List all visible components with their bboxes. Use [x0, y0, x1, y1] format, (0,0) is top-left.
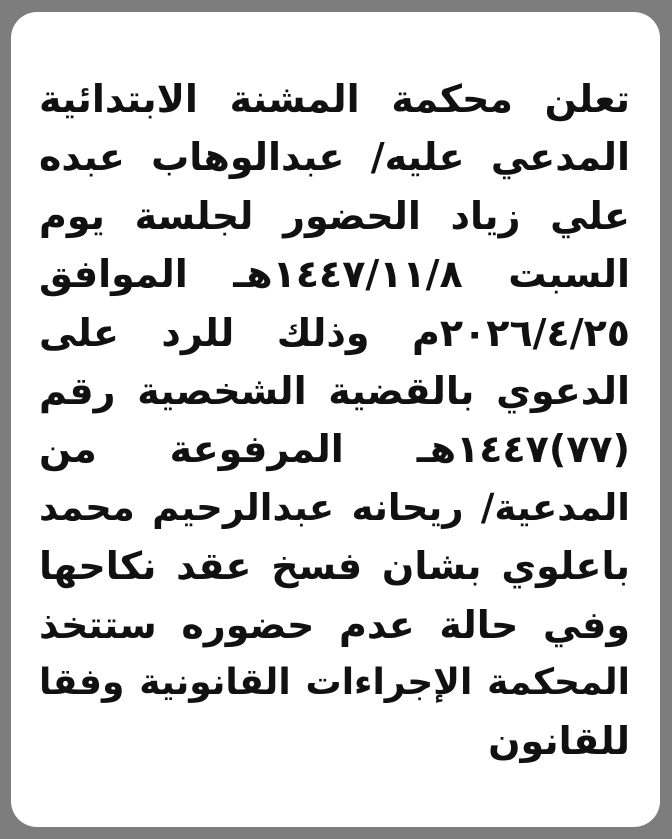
notice-line: باعلوي بشان فسخ عقد نكاحها — [39, 544, 630, 589]
notice-line: المدعي عليه/ عبدالوهاب عبده — [39, 135, 630, 180]
notice-line: المحكمة الإجراءات القانونية وفقا — [39, 661, 630, 703]
notice-body — [39, 70, 630, 771]
notice-line: المدعية/ ريحانه عبدالرحيم محمد — [39, 485, 630, 529]
notice-line: تعلن محكمة المشنة الابتدائية — [39, 77, 630, 121]
notice-line: الدعوي بالقضية الشخصية رقم — [39, 368, 630, 413]
notice-line: السبت ١٤٤٧/١١/٨هـ الموافق — [39, 252, 630, 297]
notice-line: علي زياد الحضور لجلسة يوم — [39, 193, 630, 238]
notice-line: وفي حالة عدم حضوره ستتخذ — [39, 602, 630, 647]
court-notice-card — [11, 12, 660, 827]
notice-line: ٢٠٢٦/٤/٢٥م وذلك للرد على — [39, 310, 630, 355]
notice-line: (٧٧)١٤٤٧هـ المرفوعة من — [39, 427, 630, 472]
notice-line: للقانون — [488, 719, 630, 764]
